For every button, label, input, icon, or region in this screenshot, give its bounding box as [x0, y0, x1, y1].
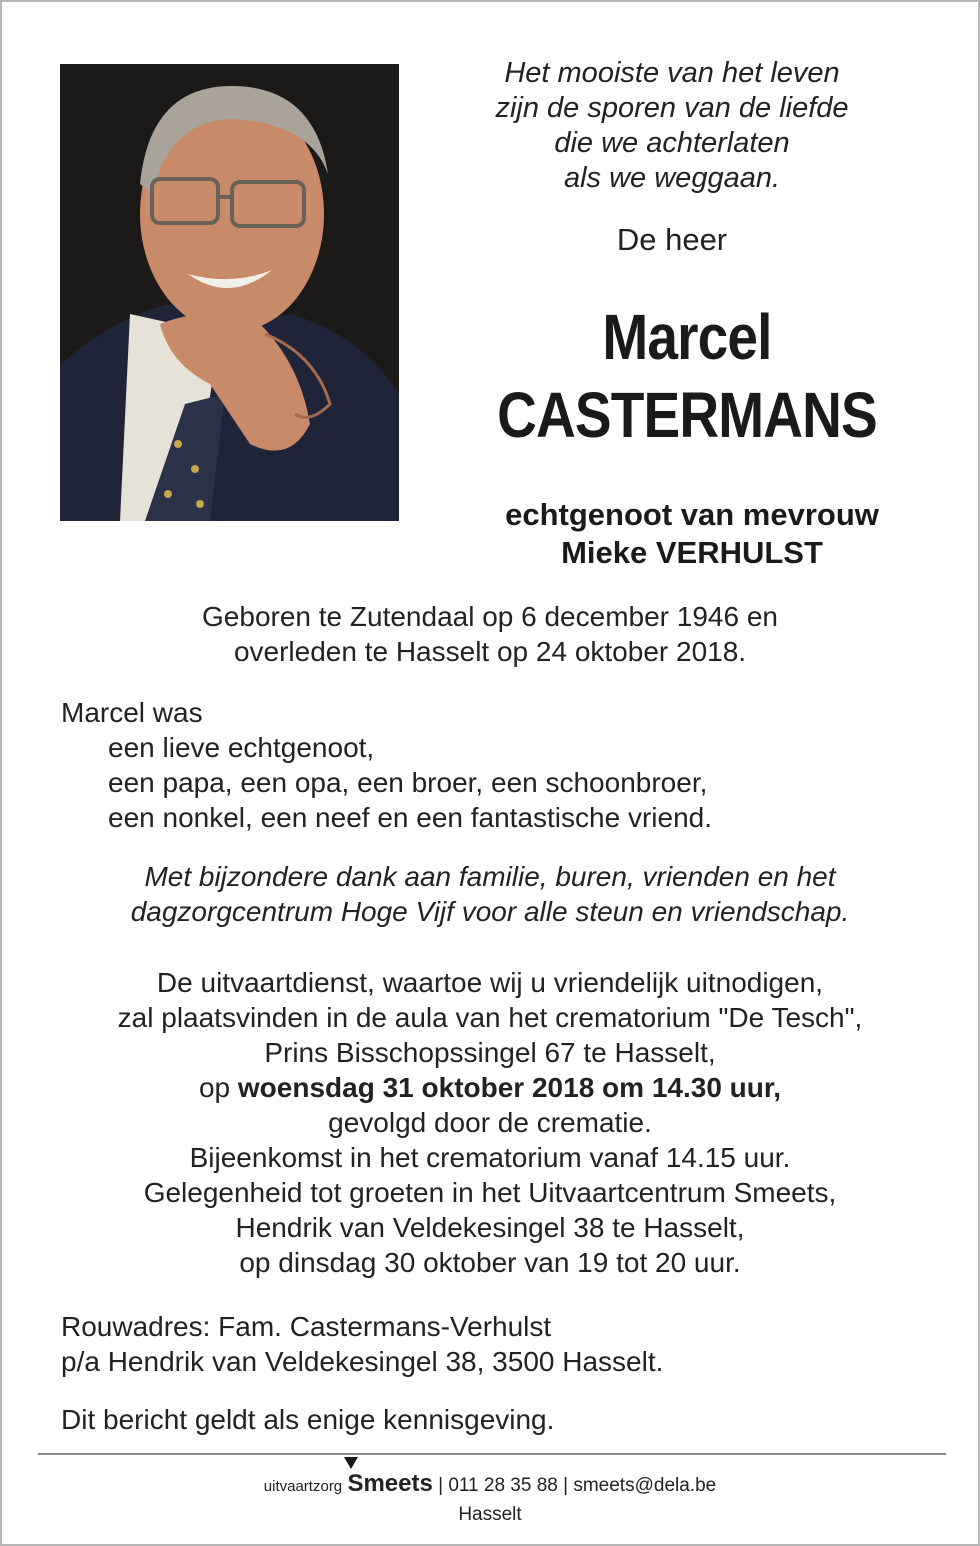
tribute-intro: Marcel was	[61, 697, 203, 728]
service-line: Bijeenkomst in het crematorium vanaf 14.15 uur.	[189, 1142, 791, 1173]
born-line: Geboren te Zutendaal op 6 december 1946 en	[202, 601, 778, 632]
honorific: De heer	[616, 222, 728, 257]
quote-line: zijn de sporen van de liefde	[495, 92, 849, 124]
tribute-line: een papa, een opa, een broer, een schoonbroer,	[108, 767, 708, 798]
quote-line: die we achterlaten	[554, 127, 790, 159]
footer-contact: | 011 28 35 88 | smeets@dela.be	[438, 1475, 717, 1496]
footer-contact-line	[2, 1470, 978, 1501]
quote-line: Het mooiste van het leven	[504, 57, 840, 89]
last-name: CASTERMANS	[497, 379, 877, 451]
first-name: Marcel	[602, 301, 772, 373]
portrait-photo	[60, 64, 399, 521]
birth-death-info	[2, 599, 978, 669]
memorial-quote	[442, 56, 902, 196]
service-date-bold: woensdag 31 oktober 2018 om 14.30 uur,	[237, 1072, 782, 1103]
died-line: overleden te Hasselt op 24 oktober 2018.	[233, 636, 747, 667]
footer-prefix: uitvaartzorg	[263, 1478, 343, 1495]
service-line: De uitvaartdienst, waartoe wij u vriendelijk uitnodigen,	[156, 967, 824, 998]
footer-brand: Smeets	[347, 1470, 433, 1497]
service-datetime	[2, 1070, 978, 1105]
thanks-line: Met bijzondere dank aan familie, buren, vrienden en het	[144, 861, 836, 892]
spouse-line: echtgenoot van mevrouw	[505, 497, 879, 532]
thanks-message	[2, 859, 978, 929]
service-line: Prins Bisschopssingel 67 te Hasselt,	[264, 1037, 716, 1068]
triangle-marker-icon	[344, 1457, 358, 1469]
footer-city: Hasselt	[458, 1504, 522, 1525]
service-line: op dinsdag 30 oktober van 19 tot 20 uur.	[239, 1247, 741, 1278]
quote-line: als we weggaan.	[563, 162, 781, 194]
notice-text: Dit bericht geldt als enige kennisgeving.	[61, 1404, 555, 1435]
service-line: Gelegenheid tot groeten in het Uitvaartcentrum Smeets,	[143, 1177, 837, 1208]
tribute-list	[61, 695, 941, 835]
spouse-name: Mieke VERHULST	[561, 535, 823, 570]
mourning-address	[61, 1309, 941, 1379]
service-prefix: op	[198, 1072, 238, 1103]
footer-divider	[38, 1453, 946, 1455]
service-line: gevolgd door de crematie.	[328, 1107, 652, 1138]
spouse-info	[422, 496, 962, 572]
tribute-line: een nonkel, een neef en een fantastische vriend.	[108, 802, 712, 833]
thanks-line: dagzorgcentrum Hoge Vijf voor alle steun en vriendschap.	[130, 896, 850, 927]
funeral-service-info	[2, 965, 978, 1280]
tribute-line: een lieve echtgenoot,	[108, 732, 375, 763]
funeral-home-footer	[2, 1470, 978, 1529]
address-line: p/a Hendrik van Veldekesingel 38, 3500 Hasselt.	[61, 1346, 664, 1377]
address-line: Rouwadres: Fam. Castermans-Verhulst	[61, 1311, 552, 1342]
service-line: zal plaatsvinden in de aula van het crematorium "De Tesch",	[117, 1002, 863, 1033]
portrait-illustration	[60, 64, 399, 521]
service-line: Hendrik van Veldekesingel 38 te Hasselt,	[235, 1212, 745, 1243]
